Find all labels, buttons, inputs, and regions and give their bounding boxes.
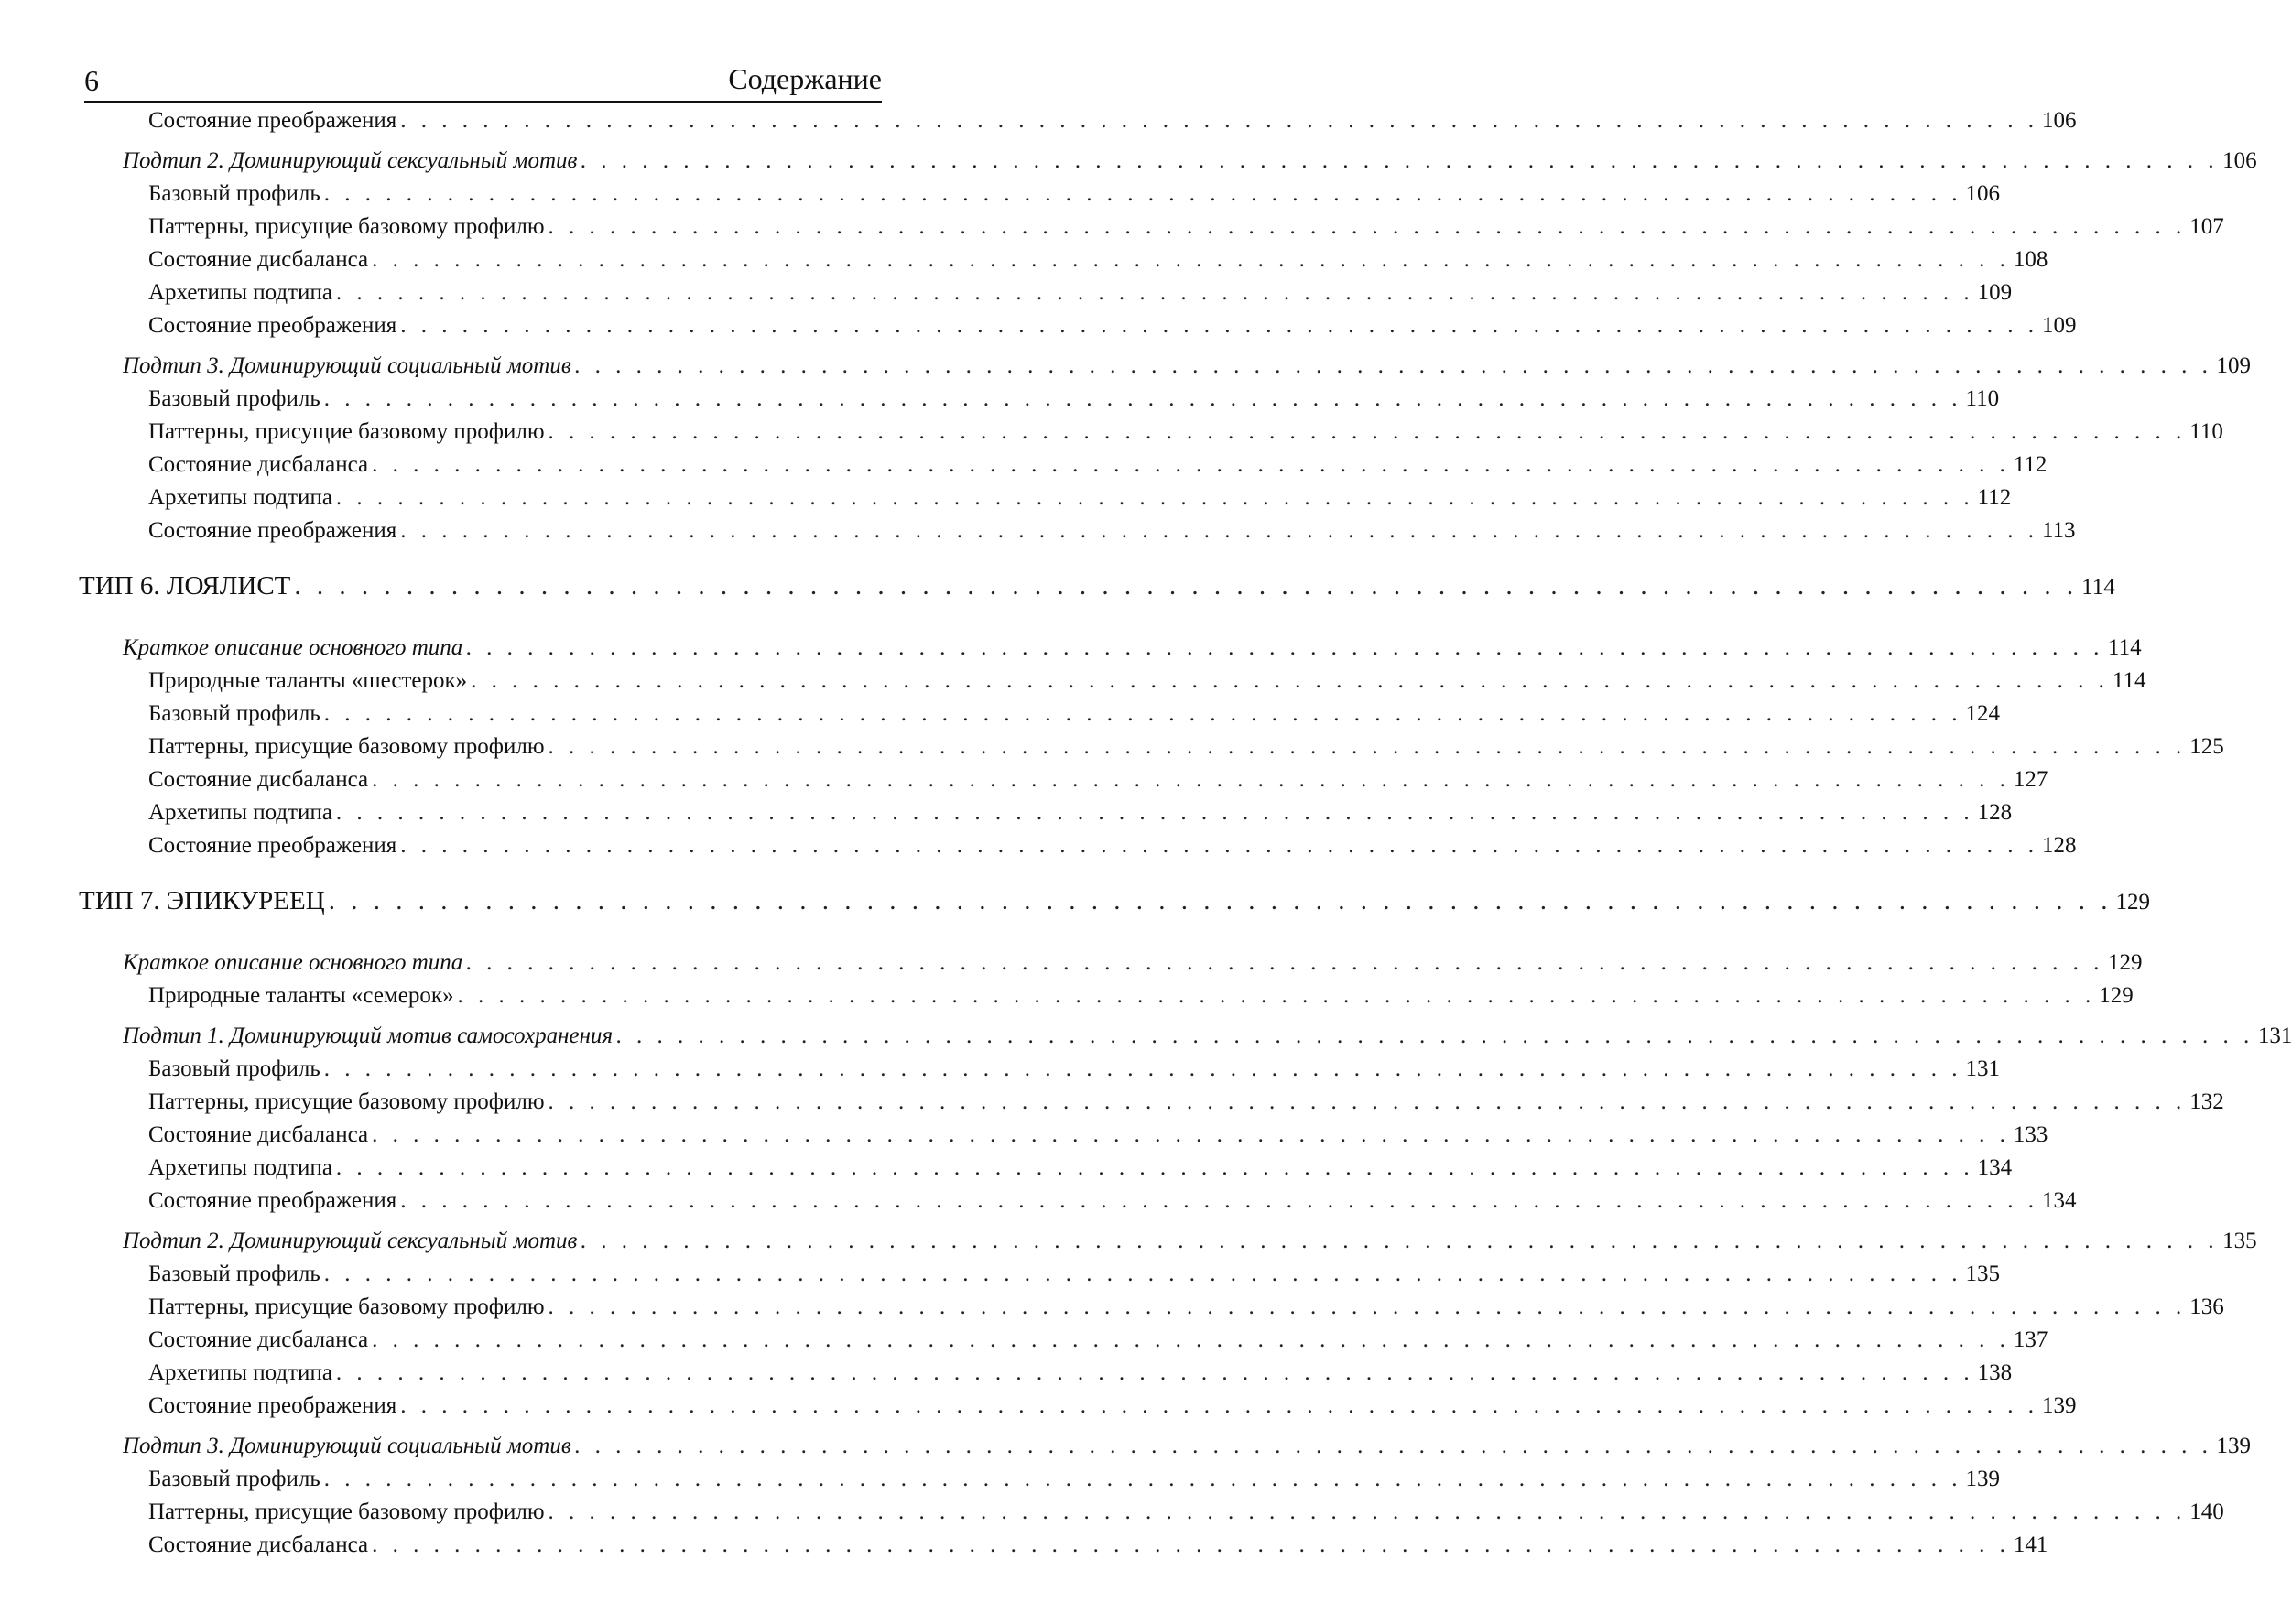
- toc-chapter: [79, 886, 2150, 932]
- dot-leader: . . . . . . . . . . . . . . . . . . . . . . . . . . . . . . . . . . . . . . . . . . . . . . . . . . . . . . . . . . . . . . . . . . . . . . . . . . . . . . . .: [372, 767, 2010, 792]
- toc-chapter: [79, 571, 2115, 617]
- toc-entry: [148, 767, 2048, 800]
- toc-entry-title: Природные таланты «семерок»: [148, 983, 454, 1008]
- toc-section: [123, 1229, 2257, 1261]
- toc-entry-page: 108: [2013, 247, 2048, 272]
- dot-leader: . . . . . . . . . . . . . . . . . . . . . . . . . . . . . . . . . . . . . . . . . . . . . . . . . . . . . . . . . . . . . . . . . . . . . . . . . . . . . . . .: [372, 247, 2010, 272]
- dot-leader: . . . . . . . . . . . . . . . . . . . . . . . . . . . . . . . . . . . . . . . . . . . . . . . . . . . . . . . . . . . . . . . . . . . . . . . . . . . . . . . .: [335, 1360, 1974, 1385]
- page-header: [84, 57, 882, 103]
- toc-entry-title: Состояние преображения: [148, 833, 397, 858]
- toc-entry-page: 112: [1977, 485, 2012, 510]
- toc-entry: [148, 181, 2000, 214]
- toc-entry-title: Состояние дисбаланса: [148, 1122, 369, 1147]
- dot-leader: . . . . . . . . . . . . . . . . . . . . . . . . . . . . . . . . . . . . . . . . . . . . . . . . . . . . . . . . . . . . . . . . . . . . . . . . . . . . . . . .: [400, 833, 2038, 858]
- toc-section: [123, 1434, 2251, 1467]
- toc-entry-page: 127: [2013, 767, 2048, 792]
- toc-entry-page: 140: [2189, 1499, 2224, 1524]
- toc-entry-title: Подтип 2. Доминирующий сексуальный мотив: [123, 1229, 578, 1253]
- dot-leader: . . . . . . . . . . . . . . . . . . . . . . . . . . . . . . . . . . . . . . . . . . . . . . . . . . . . . . . . . . . . . . . . . . . . . . . . . . . . . . . .: [457, 983, 2096, 1008]
- toc-entry-page: 114: [2081, 575, 2115, 600]
- page-number: 6: [84, 64, 99, 97]
- toc-entry-page: 131: [2257, 1023, 2292, 1048]
- toc-entry: [148, 1261, 2000, 1294]
- toc-entry-title: Базовый профиль: [148, 386, 320, 411]
- toc-entry-title: Состояние дисбаланса: [148, 767, 369, 792]
- toc-entry: [148, 1360, 2013, 1393]
- toc-section: [123, 1023, 2292, 1056]
- toc-entry-page: 135: [2222, 1229, 2257, 1253]
- dot-leader: . . . . . . . . . . . . . . . . . . . . . . . . . . . . . . . . . . . . . . . . . . . . . . . . . . . . . . . . . . . . . . . . . . . . . . . . . . . . . . . .: [335, 485, 1974, 510]
- toc-entry: [148, 1327, 2048, 1360]
- toc-entry-title: Паттерны, присущие базовому профилю: [148, 214, 545, 239]
- toc-entry: [148, 1467, 2000, 1499]
- toc-entry-title: Краткое описание основного типа: [123, 635, 463, 660]
- toc-entry-page: 132: [2189, 1089, 2224, 1114]
- toc-entry-title: Паттерны, присущие базовому профилю: [148, 1499, 545, 1524]
- toc-section: [123, 353, 2251, 386]
- dot-leader: . . . . . . . . . . . . . . . . . . . . . . . . . . . . . . . . . . . . . . . . . . . . . . . . . . . . . . . . . . . . . . . . . . . . . . . . . . . . . . . .: [372, 452, 2010, 477]
- toc-entry-page: 110: [2189, 419, 2223, 444]
- toc-entry-page: 106: [1965, 181, 2000, 206]
- toc-entry: [148, 833, 2077, 866]
- toc-entry-title: ТИП 7. ЭПИКУРЕЕЦ: [79, 886, 325, 915]
- toc-entry-title: Паттерны, присущие базовому профилю: [148, 734, 545, 759]
- toc-entry-title: Архетипы подтипа: [148, 485, 332, 510]
- toc-entry-page: 125: [2189, 734, 2224, 759]
- toc-entry-page: 113: [2041, 518, 2076, 543]
- dot-leader: . . . . . . . . . . . . . . . . . . . . . . . . . . . . . . . . . . . . . . . . . . . . . . . . . . . . . . . . . . . . . . . . . . . . . . . . . . . . . . . .: [400, 1188, 2038, 1213]
- toc-entry: [148, 1499, 2224, 1532]
- toc-entry: [148, 518, 2076, 551]
- toc-section: [123, 148, 2257, 181]
- toc-entry: [148, 1294, 2224, 1327]
- dot-leader: . . . . . . . . . . . . . . . . . . . . . . . . . . . . . . . . . . . . . . . . . . . . . . . . . . . . . . . . . . . . . . . . . . . . . . . . . . . . . . . .: [574, 353, 2213, 378]
- toc-entry-page: 129: [2115, 890, 2150, 915]
- toc-entry-title: Базовый профиль: [148, 1261, 320, 1286]
- dot-leader: . . . . . . . . . . . . . . . . . . . . . . . . . . . . . . . . . . . . . . . . . . . . . . . . . . . . . . . . . . . . . . . . . . . . . . . . . . . . . . . .: [335, 800, 1974, 825]
- toc-entry-page: 138: [1977, 1360, 2013, 1385]
- dot-leader: . . . . . . . . . . . . . . . . . . . . . . . . . . . . . . . . . . . . . . . . . . . . . . . . . . . . . . . . . . . . . . . . . . . . . . . . . . . . . . . .: [400, 518, 2038, 543]
- toc-entry: [148, 983, 2134, 1016]
- toc-entry-page: 112: [2013, 452, 2048, 477]
- toc-entry: [148, 1056, 2000, 1089]
- toc-entry-title: Состояние преображения: [148, 1188, 397, 1213]
- toc-entry-page: 109: [1977, 280, 2013, 305]
- toc-entry: [148, 1393, 2077, 1426]
- toc-entry-page: 128: [1977, 800, 2013, 825]
- toc-entry-page: 136: [2189, 1294, 2224, 1319]
- toc-entry-page: 106: [2222, 148, 2257, 173]
- toc-entry-page: 128: [2041, 833, 2077, 858]
- toc-entry-page: 139: [1965, 1467, 2000, 1491]
- dot-leader: . . . . . . . . . . . . . . . . . . . . . . . . . . . . . . . . . . . . . . . . . . . . . . . . . . . . . . . . . . . . . . . . . . . . . . . . . . . . . . . .: [548, 214, 2187, 239]
- toc-entry-title: Состояние дисбаланса: [148, 247, 369, 272]
- toc-entry-title: Природные таланты «шестерок»: [148, 668, 468, 693]
- toc-entry-page: 129: [2108, 950, 2143, 975]
- toc-entry-title: ТИП 6. ЛОЯЛИСТ: [79, 571, 291, 601]
- toc-entry: [148, 419, 2223, 452]
- toc-entry-title: Состояние дисбаланса: [148, 1327, 369, 1352]
- toc-entry: [148, 1188, 2077, 1221]
- toc-entry-title: Подтип 3. Доминирующий социальный мотив: [123, 1434, 571, 1458]
- dot-leader: . . . . . . . . . . . . . . . . . . . . . . . . . . . . . . . . . . . . . . . . . . . . . . . . . . . . . . . . . . . . . . . . . . . . . . . . . . . . . . . .: [400, 313, 2038, 338]
- dot-leader: . . . . . . . . . . . . . . . . . . . . . . . . . . . . . . . . . . . . . . . . . . . . . . . . . . . . . . . . . . . . . . . . . . . . . . . . . . . . . . . .: [466, 635, 2105, 660]
- dot-leader: . . . . . . . . . . . . . . . . . . . . . . . . . . . . . . . . . . . . . . . . . . . . . . . . . . . . . . . . . . . . . . . . . . . . . . . . . . . . . . . .: [400, 1393, 2038, 1418]
- dot-leader: . . . . . . . . . . . . . . . . . . . . . . . . . . . . . . . . . . . . . . . . . . . . . . . . . . . . . . . . . . . . . . . . . . . . . . . . . . . . . . . .: [328, 886, 2113, 915]
- dot-leader: . . . . . . . . . . . . . . . . . . . . . . . . . . . . . . . . . . . . . . . . . . . . . . . . . . . . . . . . . . . . . . . . . . . . . . . . . . . . . . . .: [323, 701, 1962, 726]
- dot-leader: . . . . . . . . . . . . . . . . . . . . . . . . . . . . . . . . . . . . . . . . . . . . . . . . . . . . . . . . . . . . . . . . . . . . . . . . . . . . . . . .: [548, 734, 2187, 759]
- toc-entry-title: Состояние дисбаланса: [148, 1532, 369, 1557]
- toc-entry-page: 114: [2112, 668, 2146, 693]
- toc-section: [123, 950, 2143, 983]
- dot-leader: . . . . . . . . . . . . . . . . . . . . . . . . . . . . . . . . . . . . . . . . . . . . . . . . . . . . . . . . . . . . . . . . . . . . . . . . . . . . . . . .: [323, 181, 1962, 206]
- dot-leader: . . . . . . . . . . . . . . . . . . . . . . . . . . . . . . . . . . . . . . . . . . . . . . . . . . . . . . . . . . . . . . . . . . . . . . . . . . . . . . . .: [548, 419, 2187, 444]
- toc-entry: [148, 1155, 2013, 1188]
- running-title: Содержание: [728, 62, 882, 95]
- toc-entry-title: Паттерны, присущие базовому профилю: [148, 1089, 545, 1114]
- toc-entry-page: 124: [1965, 701, 2000, 726]
- toc-entry-title: Подтип 2. Доминирующий сексуальный мотив: [123, 148, 578, 173]
- toc-entry-title: Состояние преображения: [148, 518, 397, 543]
- toc-entry: [148, 214, 2224, 247]
- toc-entry-page: 107: [2189, 214, 2224, 239]
- toc-entry-title: Архетипы подтипа: [148, 1360, 332, 1385]
- toc-entry-page: 134: [2041, 1188, 2077, 1213]
- dot-leader: . . . . . . . . . . . . . . . . . . . . . . . . . . . . . . . . . . . . . . . . . . . . . . . . . . . . . . . . . . . . . . . . . . . . . . . . . . . . . . . .: [616, 1023, 2254, 1048]
- toc-entry-page: 131: [1965, 1056, 2000, 1081]
- toc-entry-page: 135: [1965, 1261, 2000, 1286]
- dot-leader: . . . . . . . . . . . . . . . . . . . . . . . . . . . . . . . . . . . . . . . . . . . . . . . . . . . . . . . . . . . . . . . . . . . . . . . . . . . . . . . .: [581, 148, 2220, 173]
- dot-leader: . . . . . . . . . . . . . . . . . . . . . . . . . . . . . . . . . . . . . . . . . . . . . . . . . . . . . . . . . . . . . . . . . . . . . . . . . . . . . . . .: [323, 1056, 1962, 1081]
- dot-leader: . . . . . . . . . . . . . . . . . . . . . . . . . . . . . . . . . . . . . . . . . . . . . . . . . . . . . . . . . . . . . . . . . . . . . . . . . . . . . . . .: [466, 950, 2105, 975]
- table-of-contents: [0, 108, 2292, 1565]
- toc-entry: [148, 108, 2077, 141]
- toc-entry-page: 139: [2216, 1434, 2251, 1458]
- toc-entry-title: Базовый профиль: [148, 701, 320, 726]
- toc-entry-title: Краткое описание основного типа: [123, 950, 463, 975]
- header-rule: [84, 101, 882, 103]
- toc-entry: [148, 668, 2146, 701]
- dot-leader: . . . . . . . . . . . . . . . . . . . . . . . . . . . . . . . . . . . . . . . . . . . . . . . . . . . . . . . . . . . . . . . . . . . . . . . . . . . . . . . .: [372, 1327, 2010, 1352]
- dot-leader: . . . . . . . . . . . . . . . . . . . . . . . . . . . . . . . . . . . . . . . . . . . . . . . . . . . . . . . . . . . . . . . . . . . . . . . . . . . . . . . .: [372, 1122, 2010, 1147]
- dot-leader: . . . . . . . . . . . . . . . . . . . . . . . . . . . . . . . . . . . . . . . . . . . . . . . . . . . . . . . . . . . . . . . . . . . . . . . . . . . . . . . .: [548, 1294, 2187, 1319]
- toc-entry-page: 137: [2013, 1327, 2048, 1352]
- toc-section: [123, 635, 2142, 668]
- toc-entry-title: Состояние преображения: [148, 1393, 397, 1418]
- dot-leader: . . . . . . . . . . . . . . . . . . . . . . . . . . . . . . . . . . . . . . . . . . . . . . . . . . . . . . . . . . . . . . . . . . . . . . . . . . . . . . . .: [372, 1532, 2010, 1557]
- toc-entry-page: 110: [1965, 386, 2000, 411]
- toc-entry-page: 133: [2013, 1122, 2048, 1147]
- toc-entry-title: Состояние дисбаланса: [148, 452, 369, 477]
- toc-entry: [148, 313, 2077, 346]
- toc-entry-title: Состояние преображения: [148, 108, 397, 133]
- toc-entry-title: Подтип 1. Доминирующий мотив самосохранения: [123, 1023, 614, 1048]
- toc-entry: [148, 1089, 2224, 1122]
- toc-entry-page: 109: [2041, 313, 2077, 338]
- dot-leader: . . . . . . . . . . . . . . . . . . . . . . . . . . . . . . . . . . . . . . . . . . . . . . . . . . . . . . . . . . . . . . . . . . . . . . . . . . . . . . . .: [323, 1261, 1962, 1286]
- dot-leader: . . . . . . . . . . . . . . . . . . . . . . . . . . . . . . . . . . . . . . . . . . . . . . . . . . . . . . . . . . . . . . . . . . . . . . . . . . . . . . . .: [400, 108, 2038, 133]
- dot-leader: . . . . . . . . . . . . . . . . . . . . . . . . . . . . . . . . . . . . . . . . . . . . . . . . . . . . . . . . . . . . . . . . . . . . . . . . . . . . . . . .: [574, 1434, 2213, 1458]
- toc-entry-title: Паттерны, присущие базовому профилю: [148, 419, 545, 444]
- toc-entry: [148, 247, 2048, 280]
- toc-entry-page: 114: [2108, 635, 2142, 660]
- toc-entry-page: 109: [2216, 353, 2251, 378]
- dot-leader: . . . . . . . . . . . . . . . . . . . . . . . . . . . . . . . . . . . . . . . . . . . . . . . . . . . . . . . . . . . . . . . . . . . . . . . . . . . . . . . .: [323, 386, 1962, 411]
- toc-entry-title: Паттерны, присущие базовому профилю: [148, 1294, 545, 1319]
- dot-leader: . . . . . . . . . . . . . . . . . . . . . . . . . . . . . . . . . . . . . . . . . . . . . . . . . . . . . . . . . . . . . . . . . . . . . . . . . . . . . . . .: [548, 1089, 2187, 1114]
- toc-entry-title: Подтип 3. Доминирующий социальный мотив: [123, 353, 571, 378]
- toc-entry-page: 129: [2099, 983, 2134, 1008]
- toc-entry: [148, 485, 2012, 518]
- toc-entry-title: Базовый профиль: [148, 1467, 320, 1491]
- toc-entry: [148, 452, 2048, 485]
- toc-entry-title: Архетипы подтипа: [148, 800, 332, 825]
- toc-entry: [148, 734, 2224, 767]
- dot-leader: . . . . . . . . . . . . . . . . . . . . . . . . . . . . . . . . . . . . . . . . . . . . . . . . . . . . . . . . . . . . . . . . . . . . . . . . . . . . . . . .: [548, 1499, 2187, 1524]
- toc-entry: [148, 1532, 2048, 1565]
- toc-entry-title: Базовый профиль: [148, 1056, 320, 1081]
- toc-entry: [148, 280, 2013, 313]
- toc-entry: [148, 701, 2000, 734]
- dot-leader: . . . . . . . . . . . . . . . . . . . . . . . . . . . . . . . . . . . . . . . . . . . . . . . . . . . . . . . . . . . . . . . . . . . . . . . . . . . . . . . .: [581, 1229, 2220, 1253]
- toc-entry: [148, 800, 2013, 833]
- dot-leader: . . . . . . . . . . . . . . . . . . . . . . . . . . . . . . . . . . . . . . . . . . . . . . . . . . . . . . . . . . . . . . . . . . . . . . . . . . . . . . . .: [323, 1467, 1962, 1491]
- toc-entry-title: Состояние преображения: [148, 313, 397, 338]
- toc-entry-page: 134: [1977, 1155, 2013, 1180]
- toc-entry-title: Базовый профиль: [148, 181, 320, 206]
- toc-entry-title: Архетипы подтипа: [148, 280, 332, 305]
- toc-entry-title: Архетипы подтипа: [148, 1155, 332, 1180]
- dot-leader: . . . . . . . . . . . . . . . . . . . . . . . . . . . . . . . . . . . . . . . . . . . . . . . . . . . . . . . . . . . . . . . . . . . . . . . . . . . . . . . .: [335, 280, 1974, 305]
- toc-entry: [148, 386, 2000, 419]
- toc-entry: [148, 1122, 2048, 1155]
- dot-leader: . . . . . . . . . . . . . . . . . . . . . . . . . . . . . . . . . . . . . . . . . . . . . . . . . . . . . . . . . . . . . . . . . . . . . . . . . . . . . . . .: [471, 668, 2109, 693]
- toc-entry-page: 139: [2041, 1393, 2077, 1418]
- toc-entry-page: 106: [2041, 108, 2077, 133]
- dot-leader: . . . . . . . . . . . . . . . . . . . . . . . . . . . . . . . . . . . . . . . . . . . . . . . . . . . . . . . . . . . . . . . . . . . . . . . . . . . . . . . .: [335, 1155, 1974, 1180]
- dot-leader: . . . . . . . . . . . . . . . . . . . . . . . . . . . . . . . . . . . . . . . . . . . . . . . . . . . . . . . . . . . . . . . . . . . . . . . . . . . . . . . .: [294, 571, 2079, 601]
- toc-entry-page: 141: [2013, 1532, 2048, 1557]
